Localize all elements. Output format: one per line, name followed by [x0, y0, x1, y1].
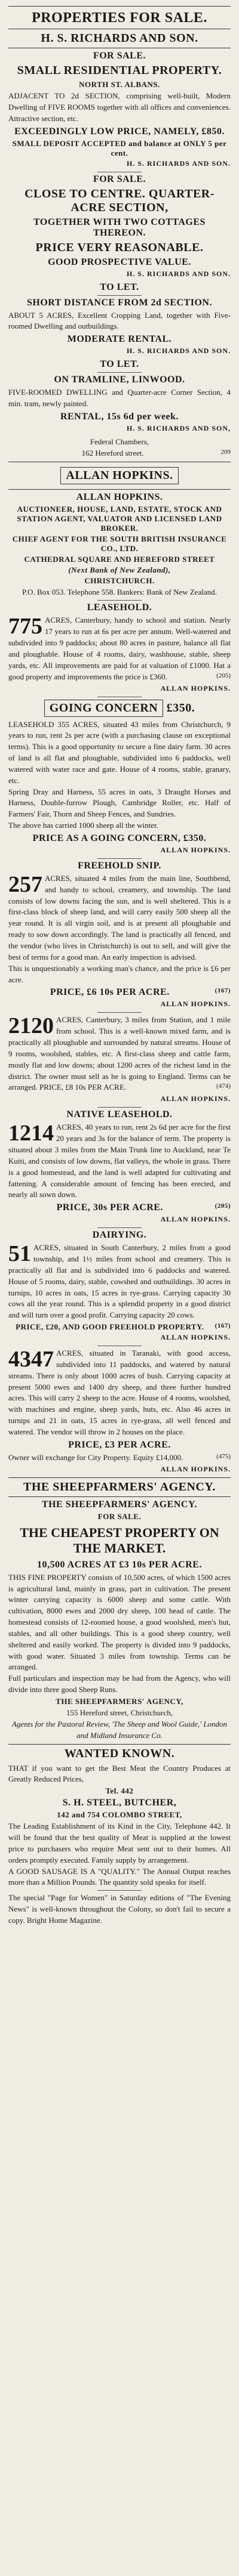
note-text: Owner will exchange for City Property. Equity £14,000. [8, 1452, 183, 1462]
page-title: PROPERTIES FOR SALE. [32, 10, 207, 26]
divider [97, 372, 142, 373]
agent-contact: P.O. Box 053. Telephone 558. Bankers: Bank of New Zealand. [22, 587, 217, 596]
agent-city: CHRISTCHURCH. [84, 576, 155, 585]
agent-address-note: (Next Bank of New Zealand), [68, 565, 171, 574]
ad-heading: CLOSE TO CENTRE. QUARTER-ACRE SECTION, [24, 187, 215, 214]
ad-body: THAT if you want to get the Best Meat the Country Produces at Greatly Reduced Prices, [8, 1763, 231, 1784]
ad-reference: (205) [216, 672, 231, 679]
ad-heading: SHORT DISTANCE FROM 2d SECTION. [27, 297, 212, 308]
ad-note: This is unquestionably a working man's chance, and the price is £6 per acre. [8, 963, 231, 984]
divider [97, 858, 142, 859]
sheepfarmers-ad [8, 1499, 231, 1742]
ad-body: ACRES, situated in South Canterbury, 2 miles from a good township, and 1½ miles from school and creamery. This is practically all flat and is subdivided into 6 paddocks and watered. House of 5 rooms, dairy, stable, cowshed and outbuildings. 30 acres in turnips, 10 acres in oats, 15 acres in rye-grass. Carrying capacity 30 cows all the year round. This is a splendid property in a good district and will turn over a good profit. Carrying capacity 20 cows. [8, 1243, 231, 1320]
divider [97, 1107, 142, 1108]
ad-acres: 10,500 ACRES AT £3 10s PER ACRE. [37, 1559, 202, 1570]
ad-stock: Spring Dray and Harness, 55 acres in oats, 3 Draught Horses and Harness, Double-furrow Plough, Cambridge Roller, etc. Half of Farmers' Fair, Thorn and Sheep Fences, and Sundries. [8, 787, 231, 819]
sheepfarmers-header: THE SHEEPFARMERS' AGENCY. [23, 1480, 216, 1493]
ad-signature: ALLAN HOPKINS. [160, 1215, 231, 1224]
ad-price: PRICE VERY REASONABLE. [35, 240, 204, 254]
divider [97, 600, 142, 601]
ad-heading [8, 700, 231, 717]
hopkins-header-wrap [8, 465, 231, 487]
butcher-name: S. H. STEEL, BUTCHER, [62, 1798, 177, 1808]
ad-signature: H. S. RICHARDS AND SON, [126, 423, 231, 432]
ad-subheading: TOGETHER WITH TWO COTTAGES THEREON. [33, 217, 206, 238]
ad-line: ADJACENT TO 2d SECTION, comprising well-built, Modern Dwelling of FIVE ROOMS together with all offices and conveniences. Attractive section, etc. [8, 91, 231, 123]
section-rule [8, 489, 231, 490]
going-concern-price: £350. [166, 701, 195, 715]
hopkins-dairying [8, 1230, 231, 1342]
hopkins-native-leasehold [8, 1109, 231, 1224]
ad-trust: Full particulars and inspection may be had from the Agency, who will divide into three good Sheep Runs. [8, 1674, 231, 1694]
acreage-number: 2120 [8, 1013, 54, 1039]
ad-terms: SMALL DEPOSIT ACCEPTED and balance at ONLY 5 per cent. [12, 138, 227, 157]
agent-name: ALLAN HOPKINS. [76, 491, 163, 502]
hopkins-mixed-farm [8, 1015, 231, 1103]
agency-name: THE SHEEPFARMERS' AGENCY, [56, 1696, 183, 1706]
ad-price [8, 1322, 231, 1332]
ad-heading: FREEHOLD SNIP. [78, 860, 161, 871]
ad-signature: ALLAN HOPKINS. [160, 1000, 231, 1009]
ad-body-wrap [8, 1122, 231, 1201]
to-let-heading: TO LET. [100, 359, 139, 370]
ad-reference: 209 [220, 448, 231, 456]
ad-body: The Leading Establishment of its Kind in the City, Telephone 442. It will be found that the best quality of Meat is supplied at the lowest price to purchasers who require Meat sent out to their homes. All orders promptly executed. Family supply by arrangement. [8, 1822, 231, 1864]
ad-body: FIVE-ROOMED DWELLING and Quarter-acre Corner Section, 4 min. tram, newly painted. [8, 388, 231, 409]
price-line: PRICE, £20, AND GOOD FREEHOLD PROPERTY. [16, 1322, 204, 1332]
ad-signature: ALLAN HOPKINS. [160, 1464, 231, 1473]
ad-body: ACRES, 40 years to run, rent 2s 6d per acre for the first 20 years and 3s for the balance of term. The property is situated about 3 miles from the Main Trunk line to Auckland, near Te Kuiti, and consists of low downs, flat valleys, the whole in grass. There is a good homestead, and the land is well adapted for cultivating and fattening. A considerable amount of fencing has been erected, and nearly all sown down. [8, 1122, 231, 1199]
agency-address: 155 Hereford street, Christchurch, [66, 1708, 173, 1717]
divider [97, 295, 142, 296]
ad-signature: H. S. RICHARDS AND SON. [126, 269, 231, 278]
butcher-address: 142 and 754 COLOMBO STREET, [57, 1810, 182, 1820]
section-rule [8, 1477, 231, 1478]
acreage-number: 775 [8, 614, 42, 639]
to-let-heading: TO LET. [100, 282, 139, 292]
ad-signature: H. S. RICHARDS AND SON. [126, 159, 231, 168]
ad-heading: DAIRYING. [92, 1230, 147, 1241]
hopkins-freehold-snip [8, 861, 231, 1009]
ad-rental: RENTAL, 15s 6d per week. [60, 411, 179, 422]
wanted-known-ad [8, 1747, 231, 1926]
ad-location: NORTH ST. ALBANS. [79, 80, 160, 89]
ad-price [8, 987, 231, 998]
ad-note: The above has carried 1000 sheep all the winter. [8, 821, 158, 830]
ad-signature: H. S. RICHARDS AND SON. [126, 347, 231, 355]
hopkins-going-concern [8, 700, 231, 855]
price-line: PRICE, 30s PER ACRE. [56, 1202, 164, 1213]
agent-roles: AUCTIONEER, HOUSE, LAND, ESTATE, STOCK AND STATION AGENT, VALUATOR AND LICENSED LAND BROKER. [17, 504, 222, 533]
divider [97, 1890, 142, 1891]
ad-signature: ALLAN HOPKINS. [160, 1333, 231, 1342]
acreage-number: 51 [8, 1241, 31, 1267]
ad-body: THIS FINE PROPERTY consists of 10,500 acres, of which 1500 acres is agricultural land, mainly in grass, part in cultivation. The present winter carrying capacity is 6000 sheep and some cattle. With cultivation, 8000 ewes and 2000 dry sheep, 100 head of cattle. The homestead consists of 12-roomed house, a good woolshed, men's hut, stables, and all other buildings. This is a good sheep country, well sheltered and easily worked. The property is divided into 9 paddocks, with good water. Situated 3 miles from township. Terms can be arranged. [8, 1572, 231, 1672]
ad-reference: (167) [215, 987, 231, 995]
ad-heading: ON TRAMLINE, LINWOOD. [54, 375, 185, 385]
richards-ad-2 [8, 174, 231, 293]
ad-body: ACRES, Canterbury, handy to school and station. Nearly 17 years to run at 6s per acre per annum. Well-watered and subdivided into 9 paddocks; about 80 acres in pasture, balance all flat and ploughable. House of 4 rooms, dairy, washhouse, stable, sheep yards, etc. All improvements are paid for at valuation of £1000. Hat a good property and improvements the price is £360. [8, 616, 231, 681]
ad-heading: LEASEHOLD. [87, 602, 152, 613]
ad-signature: ALLAN HOPKINS. [160, 1094, 231, 1103]
ad-banner: THE CHEAPEST PROPERTY ON THE MARKET. [20, 1524, 219, 1556]
divider [97, 1012, 142, 1013]
agent-chief: CHIEF AGENT FOR THE SOUTH BRITISH INSURANCE CO., LTD. [12, 534, 227, 553]
ad-body-wrap [8, 615, 231, 682]
ad-note [8, 1452, 231, 1464]
ad-price: EXCEEDINGLY LOW PRICE, NAMELY, £850. [14, 126, 225, 137]
agent-address: CATHEDRAL SQUARE AND HEREFORD STREET [24, 554, 215, 564]
ad-body-wrap [8, 1348, 231, 1438]
for-sale-heading: FOR SALE. [97, 1511, 142, 1521]
ad-price [8, 1202, 231, 1213]
hopkins-intro [8, 492, 231, 598]
ad-body: LEASEHOLD 355 ACRES, situated 43 miles from Christchurch, 9 years to run, rent 2s per acre (with a purchasing clause on exceptional terms). This is a good opportunity to secure a fine dairy farm. 30 acres of land is all flat and ploughable, subdivided into 6 paddocks, well watered with water race and gate. House of 4 rooms, stable, granary, etc. [8, 719, 231, 785]
price-line: PRICE, £6 10s PER ACRE. [50, 987, 170, 998]
section-rule [8, 1496, 231, 1497]
ad-address: Federal Chambers, [90, 437, 149, 446]
hopkins-taranaki [8, 1348, 231, 1474]
ad-phone: Tel. 442 [105, 1786, 134, 1796]
ad-reference: (474) [216, 1083, 231, 1090]
ad-investment: GOOD PROSPECTIVE VALUE. [48, 256, 191, 267]
ad-price: PRICE, £3 PER ACRE. [68, 1439, 171, 1450]
richards-ad-3 [8, 298, 231, 370]
richards-ad-1 [8, 51, 231, 168]
ad-body-wrap [8, 1015, 231, 1093]
ad-heading: SMALL RESIDENTIAL PROPERTY. [17, 64, 222, 77]
going-concern-label: GOING CONCERN [44, 700, 164, 717]
for-sale-heading: FOR SALE. [93, 174, 146, 184]
ad-body-wrap [8, 1242, 231, 1321]
ad-body-wrap [8, 873, 231, 963]
ad-body: ACRES, Canterbury, 3 miles from Station, and 1 mile from school. This is a well-known mixed farm, and is practically all ploughable and surrounded by natural streams. House of 9 rooms, woolshed, stables, etc. A first-class sheep and cattle farm, mostly flat and low downs; about 1200 acres of the richest land in the district. The owner must sell as he is going to England. Terms can be arranged. PRICE, £8 10s PER ACRE. [8, 1015, 231, 1092]
ad-heading: NATIVE LEASEHOLD. [66, 1109, 173, 1120]
divider [97, 1227, 142, 1228]
richards-ad-4 [8, 375, 231, 459]
address-line: 162 Hereford street. [81, 448, 144, 457]
ad-reference: (475) [216, 1452, 231, 1460]
top-rule [8, 6, 231, 7]
ad-body: A GOOD SAUSAGE IS A "QUALITY." The Annual Output reaches more than a Million Pounds. The quantity sold speaks for itself. [8, 1866, 231, 1887]
ad-heading: WANTED KNOWN. [64, 1746, 175, 1760]
ad-reference: (205) [215, 1202, 231, 1210]
acreage-number: 4347 [8, 1347, 54, 1372]
ad-signature: ALLAN HOPKINS. [160, 684, 231, 692]
section-rule [8, 1744, 231, 1745]
ad-signature: ALLAN HOPKINS. [160, 845, 231, 854]
agency-subheader: THE SHEEPFARMERS' AGENCY. [41, 1499, 198, 1510]
ad-address [8, 448, 231, 459]
agency-note: Agents for the Pastoral Review, 'The Sheep and Wool Guide,' London and Midland Insurance Co. [11, 1719, 228, 1740]
ad-body: ABOUT 5 ACRES, Excellent Cropping Land, together with Five-roomed Dwelling and outbuildings. [8, 310, 231, 331]
ad-body: ACRES, situated in Taranaki, with good access, subdivided into 11 paddocks, and watered by natural streams. There is only about 1000 acres of bush. Carrying capacity at present 5000 ewes and 1400 dry sheep, and three further hundred acres. This will carry 2 sheep to the acre. House of 4 rooms, woolshed, with machines and engine, sheep yards, huts, etc. Also 46 acres in turnips and 21 in oats, 15 acres in rye-grass, all well fenced and watered. The vendor will throw in 2 houses on the place. [8, 1349, 231, 1436]
hopkins-leasehold [8, 602, 231, 692]
richards-firm-header: H. S. RICHARDS AND SON. [41, 32, 198, 45]
ad-rental: MODERATE RENTAL. [67, 334, 172, 345]
ad-body: The special "Page for Women" in Saturday editions of "The Evening News" is well-known throughout the Colony, so don't fail to secure a copy. Bright Home Magazine. [8, 1893, 231, 1925]
for-sale-heading: FOR SALE. [93, 51, 146, 61]
ad-price: PRICE AS A GOING CONCERN, £350. [32, 833, 207, 843]
ad-body: ACRES, situated 4 miles from the main line, Southbend, and handy to school, creamery, and township. The land consists of low downs facing the sun, and is well sheltered. This is a first-class block of sheep land, and will carry easily 500 sheep all the year round. It is all virgin soil, and is at present all ploughable and ready to sow down accordingly. The land is practically all fenced, and the vendor (who lives in Christchurch) is out to sell, and will give the best of terms for a good man. An early inspection is advised. [8, 873, 231, 961]
acreage-number: 257 [8, 871, 42, 897]
hopkins-header: ALLAN HOPKINS. [60, 467, 178, 484]
acreage-number: 1214 [8, 1121, 54, 1146]
ad-reference: (167) [215, 1322, 231, 1330]
